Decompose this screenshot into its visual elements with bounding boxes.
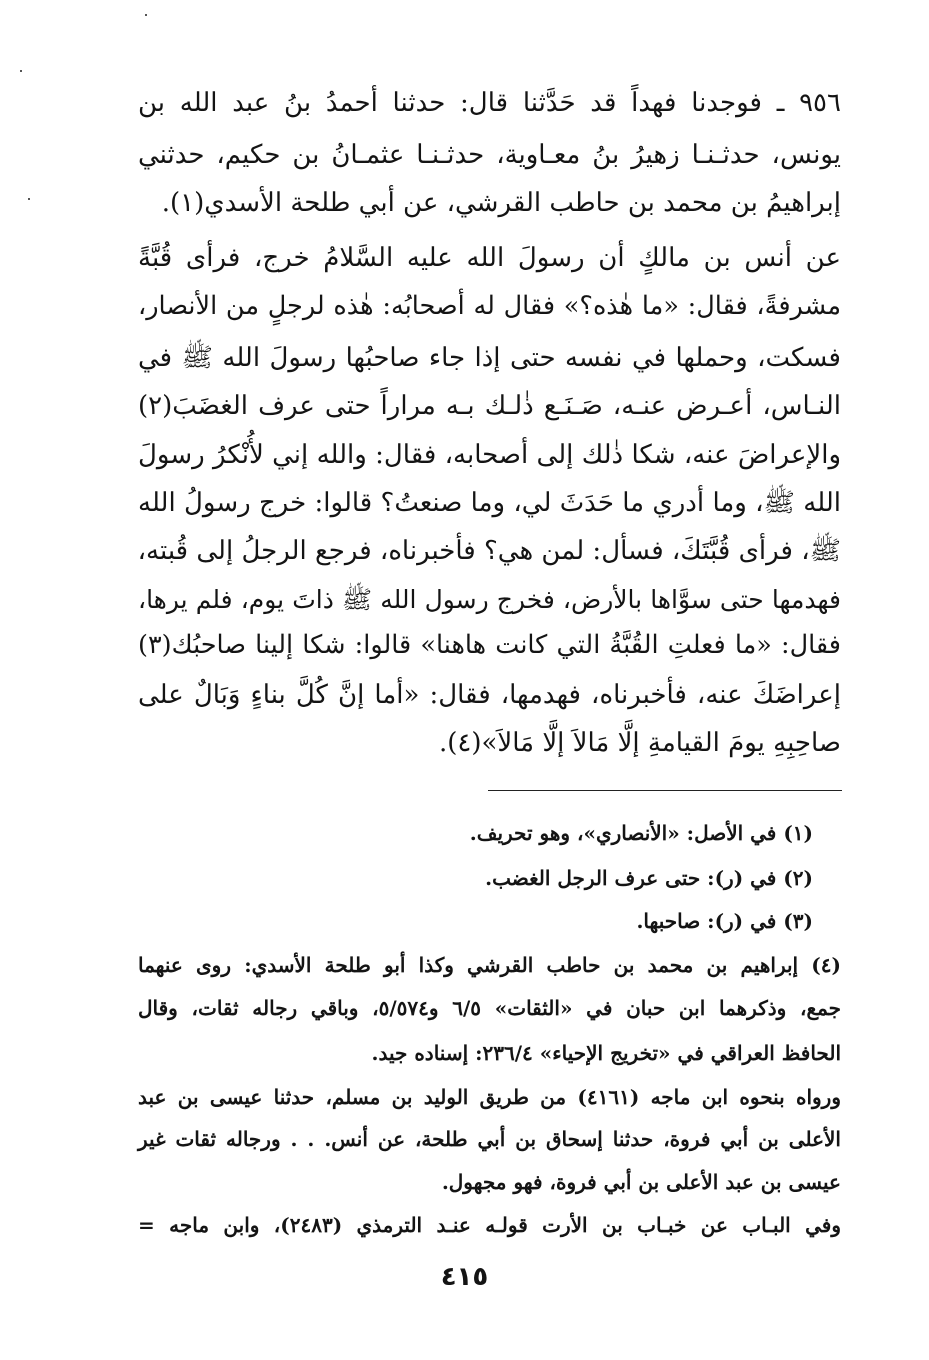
main-line: إبراهيمُ بن محمد بن حاطب القرشي، عن أبي طلحة الأسدي(١). — [161, 188, 841, 218]
main-line: الله ﷺ، وما أدري ما حَدَثَ لي، وما صنعتُ؟ قالوا: خرج رسولُ الله — [138, 488, 841, 518]
main-line: صاحِبِهِ يومَ القيامةِ إلَّا مَالاَ إلَّا مَالاَ»(٤). — [438, 728, 841, 758]
main-line: ﷺ، فرأى قُبَّتَكَ، فسأل: لمن هي؟ فأخبرناه، فرجع الرجلُ إلى قُبته، — [137, 536, 841, 566]
footnote-line: جمع، وذكرهما ابن حبان في «الثقات» ٦/٥ و٥/٥٧٤، وباقي رجاله ثقات، وقال — [138, 996, 842, 1020]
scan-speck — [28, 198, 30, 200]
main-line: مشرفةً، فقال: «ما هٰذه؟» فقال له أصحابُه: هٰذه لرجلٍ من الأنصار، — [138, 291, 841, 321]
page-number: ٤١٥ — [440, 1262, 489, 1292]
main-line: إعراضَكَ عنه، فأخبرناه، فهدمها، فقال: «أما إنَّ كُلَّ بناءٍ وَبَالٌ على — [138, 680, 841, 710]
scan-speck — [145, 14, 147, 16]
main-line: عن أنس بن مالكٍ أن رسولَ الله عليه السَّلامُ خرج، فرأى قُبَّةً — [138, 243, 841, 273]
main-line: يونس، حدثـنـا زهيرُ بنُ معـاوية، حدثـنـا عثمـانُ بن حكيم، حدثني — [138, 140, 841, 170]
footnote-line: عيسى بن عبد الأعلى بن أبي فروة، فهو مجهول. — [441, 1170, 841, 1194]
footnote-separator — [488, 790, 842, 791]
main-line: فهدمها حتى سوَّاها بالأرض، فخرج رسول الله ﷺ ذاتَ يوم، فلم يرها، — [138, 585, 841, 614]
footnote-line: الحافظ العراقي في «تخريج الإحياء» ٢٣٦/٤: إسناده جيد. — [371, 1041, 841, 1065]
scan-speck — [20, 70, 22, 72]
main-line: النـاس، أعـرض عنـه، صَـنَـع ذٰلـك بـه مراراً حتى عرف الغضَبَ(٢) — [138, 391, 841, 421]
footnote-line: (٤) إبراهيم بن محمد بن حاطب القرشي وكذا أبو طلحة الأسدي: روى عنهما — [138, 953, 841, 977]
footnote-line: وفي البـاب عن خبـاب بن الأرت قولـه عنـد الترمذي (٢٤٨٣)، وابن ماجه = — [138, 1213, 841, 1237]
main-line: فقال: «ما فعلتِ القُبَّةُ التي كانت هاهنا» قالوا: شكا إلينا صاحبُك(٣) — [138, 630, 841, 660]
footnote-line: (١) في الأصل: «الأنصاري»، وهو تحريف. — [469, 821, 813, 845]
footnote-line: الأعلى بن أبي فروة، حدثنا إسحاق بن أبي طلحة، عن أنس. . . ورجاله ثقات غير — [138, 1127, 841, 1151]
main-line: ٩٥٦ ـ فوجدنا فهداً قد حَدَّثنا قال: حدثنا أحمدُ بنُ عبد الله بن — [138, 88, 841, 118]
main-line: والإعراضَ عنه، شكا ذٰلك إلى أصحابه، فقال: والله إني لأُنْكرُ رسولَ — [138, 440, 841, 470]
footnote-line: ورواه بنحوه ابن ماجه (٤١٦١) من طريق الوليد بن مسلم، حدثنا عيسى بن عبد — [138, 1085, 842, 1109]
footnote-line: (٣) في (ر): صاحبها. — [636, 909, 813, 933]
footnote-line: (٢) في (ر): حتى عرف الرجل الغضب. — [485, 866, 813, 890]
main-line: فسكت، وحملها في نفسه حتى إذا جاء صاحبُها رسولَ الله ﷺ في — [138, 343, 841, 373]
